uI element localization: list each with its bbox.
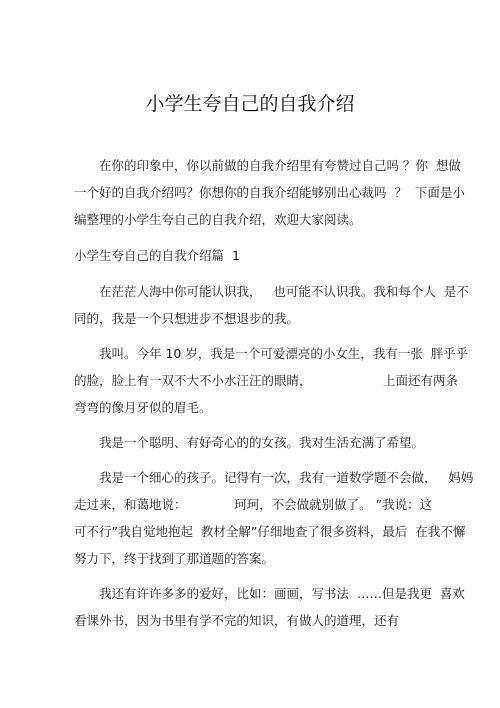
paragraph-line: 在你的印象中，你以前做的自我介绍里有夸赞过自己吗 ？你 想做 (99, 158, 461, 173)
paragraph-line: 我还有许许多多的爱好，比如：画画，写书法 ……但是我更 喜欢 (99, 586, 465, 601)
paragraph-line: 的脸，脸上有一双不大不小水汪汪的眼睛， 上面还有两条 (74, 373, 459, 388)
paragraph-line: 看课外书，因为书里有学不完的知识，有做人的道理，还有 (74, 613, 400, 628)
paragraph-line: 走过来，和蔼地说： 珂珂，不会做就别做了。 ”我说：这 (74, 497, 433, 512)
paragraph-line: 在茫茫人海中你可能认识我， 也可能不认识我。我和每个人 是不 (99, 284, 469, 299)
paragraph-line: 努力下，终于找到了那道题的答案。 (74, 551, 275, 566)
paragraph-line: 我叫。今年 10 岁，我是一个可爱漂亮的小女生，我有一张 胖乎乎 (99, 346, 469, 361)
paragraph-line: 我是一个聪明、有好奇心的的女孩。我对生活充满了希望。 (99, 435, 425, 450)
section-heading: 小学生夸自己的自我介绍篇 1 (74, 248, 240, 263)
paragraph-line: 弯弯的像月牙似的眉毛。 (74, 400, 212, 415)
paragraph-line: 我是一个细心的孩子。记得有一次，我有一道数学题不会做， 妈妈 (99, 470, 474, 485)
paragraph-line: 一个好的自我介绍吗？你想你的自我介绍能够别出心裁吗 ？ 下面是小 (74, 185, 465, 200)
paragraph-line: 同的，我是一个只想进步不想退步的我。 (74, 311, 300, 326)
document-title: 小学生夸自己的自我介绍 (145, 93, 355, 115)
paragraph-line: 编整理的小学生夸自己的自我介绍，欢迎大家阅读。 (74, 212, 362, 227)
paragraph-line: 可不行”我自觉地抱起 教材全解”仔细地查了很多资料，最后 在我不懈 (74, 524, 466, 539)
